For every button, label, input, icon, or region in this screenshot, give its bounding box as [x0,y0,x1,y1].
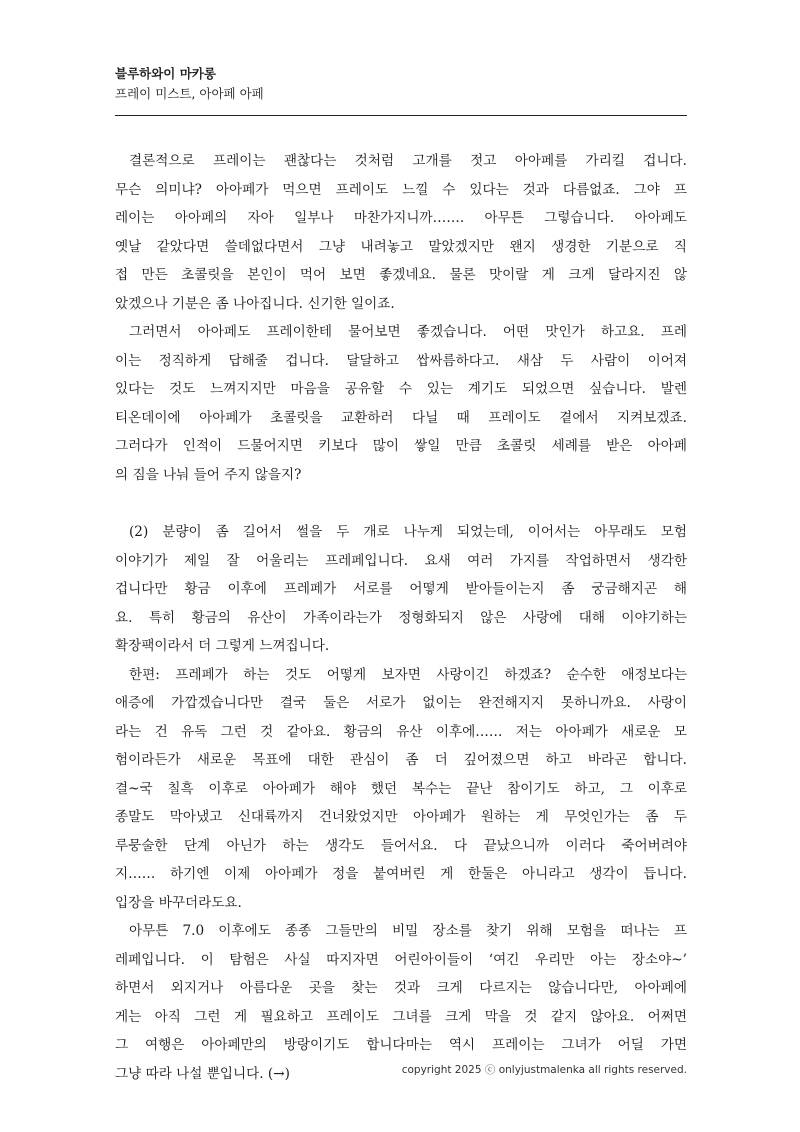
page-header [115,64,687,104]
text-line: 확장팩이라서 더 그렇게 느껴집니다. [115,638,330,654]
text-line: (2) 분량이 좀 길어서 썰을 두 개로 나누게 되었는데, 이어서는 아무래도 모험 [129,524,687,540]
text-line: 요. 특히 황금의 유산이 가족이라는가 정형화되지 않은 사랑에 대해 이야기하는 [115,609,687,626]
text-line: 루뭉술한 단계 아닌가 하는 생각도 들어서요. 다 끝났으니까 이러다 죽어버려야 [115,837,687,854]
text-line: 결론적으로 프레이는 괜찮다는 것처럼 고개를 젓고 아아페를 가리킬 겁니다. [129,153,687,169]
document-title: 블루하와이 마카롱 [115,66,216,81]
text-line: 그냥 따라 나설 뿐입니다. (→) [115,1065,290,1082]
text-line: 지…… 하기엔 이제 아아페가 정을 붙여버린 게 한둘은 아니라고 생각이 듭니다. [115,866,687,882]
text-line: 접 만든 초콜릿을 본인이 먹어 보면 좋겠네요. 물론 맛이랄 게 크게 달라지진 않 [115,267,687,283]
text-line: 입장을 바꾸더라도요. [115,894,242,911]
paragraph [115,147,687,318]
text-line: 의 짐을 나눠 들어 주지 않을지? [115,466,302,483]
text-line: 게는 아직 그런 게 필요하고 프레이도 그녀를 크게 막을 것 같지 않아요. 어쩌면 [115,1008,687,1025]
text-line: 그러면서 아아페도 프레이한테 물어보면 좋겠습니다. 어떤 맛인가 하고요. 프레 [129,324,687,340]
document-subtitle: 프레이 미스트, 아아페 아페 [115,86,264,101]
text-line: 결~국 칠흑 이후로 아아페가 해야 했던 복수는 끝난 참이기도 하고, 그 이후로 [115,780,687,797]
text-line: 옛날 같았다면 쓸데없다면서 그냥 내려놓고 말았겠지만 왠지 생경한 기분으로 직 [115,238,687,255]
text-line: 레페입니다. 이 탐험은 사실 따지자면 어린아이들이 ‘여긴 우리만 아는 장소야~’ [115,951,687,968]
text-line: 한편: 프레페가 하는 것도 어떻게 보자면 사랑이긴 하겠죠? 순수한 애정보다는 [129,666,687,683]
text-line: 겁니다만 황금 이후에 프레페가 서로를 어떻게 받아들이는지 좀 궁금해지곤 해 [115,581,687,597]
document-body [115,147,687,1088]
text-line: 이야기가 제일 잘 어울리는 프레페입니다. 요새 여러 가지를 작업하면서 생각한 [115,552,687,569]
text-line: 이는 정직하게 답해줄 겁니다. 달달하고 쌉싸름하다고. 새삼 두 사람이 이어져 [115,352,687,369]
paragraph-gap [115,489,687,518]
text-line: 험이라든가 새로운 목표에 대한 관심이 좀 더 깊어졌으면 하고 바라곤 합니다. [115,752,687,768]
text-line: 아무튼 7.0 이후에도 종종 그들만의 비밀 장소를 찾기 위해 모험을 떠나는 프 [129,923,687,939]
text-line: 았겠으나 기분은 좀 나아집니다. 신기한 일이죠. [115,295,395,312]
paragraph [115,318,687,489]
text-line: 티온데이에 아아페가 초콜릿을 교환하러 다닐 때 프레이도 곁에서 지켜보겠죠. [115,409,687,426]
text-line: 그러다가 인적이 드물어지면 키보다 많이 쌓일 만큼 초콜릿 세례를 받은 아아페 [115,438,687,454]
copyright-footer: copyright 2025 ⓒ onlyjustmalenka all rights reserved. [401,1064,687,1076]
header-divider [115,115,687,116]
text-line: 라는 건 유독 그런 것 같아요. 황금의 유산 이후에…… 저는 아아페가 새로운 모 [115,723,687,740]
text-line: 그 여행은 아아페만의 방랑이기도 합니다마는 역시 프레이는 그녀가 어딜 가면 [115,1037,687,1053]
text-line: 있다는 것도 느껴지지만 마음을 공유할 수 있는 계기도 되었으면 싶습니다. 발렌 [115,381,687,397]
text-line: 애증에 가깝겠습니다만 결국 둘은 서로가 없이는 완전해지지 못하니까요. 사랑이 [115,695,687,711]
text-line: 종말도 막아냈고 신대륙까지 건너왔었지만 아아페가 원하는 게 무엇인가는 좀 두 [115,809,687,825]
paragraph [115,518,687,661]
text-line: 하면서 외지거나 아름다운 곳을 찾는 것과 크게 다르지는 않습니다만, 아아페에 [115,980,687,996]
text-line: 레이는 아아페의 자아 일부나 마찬가지니까……. 아무튼 그렇습니다. 아아페도 [115,210,687,226]
text-line: 무슨 의미냐? 아아페가 먹으면 프레이도 느낄 수 있다는 것과 다름없죠. 그야 프 [115,181,687,198]
paragraph [115,661,687,918]
